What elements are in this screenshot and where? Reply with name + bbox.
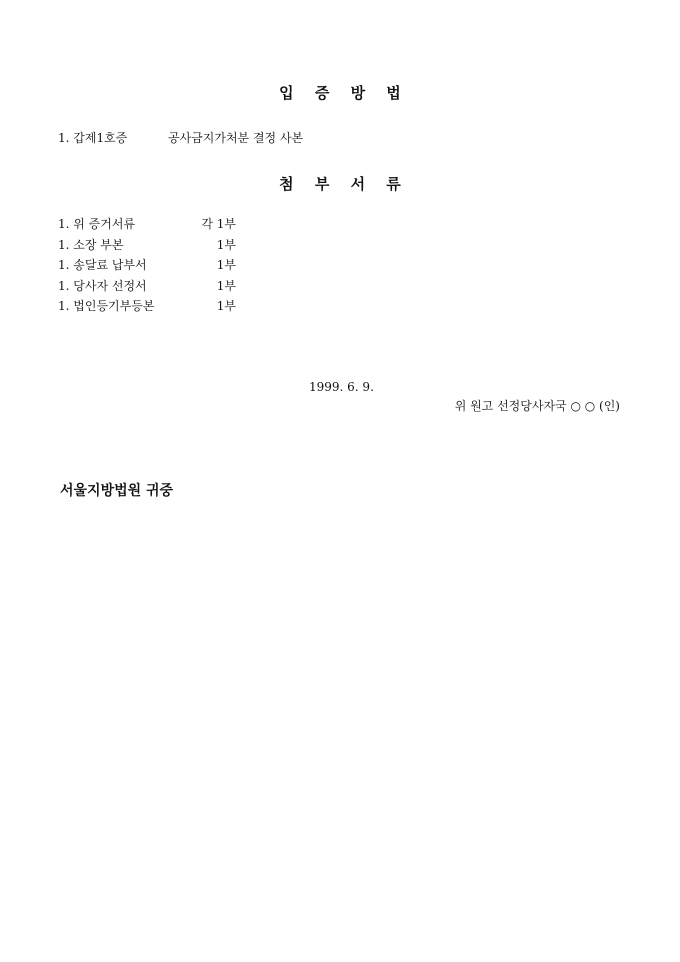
list-item [58,278,236,299]
evidence-item-description: 공사금지가처분 결정 사본 [168,131,304,145]
attachments-list [58,216,236,319]
attachment-name: 1. 당사자 선정서 [58,278,147,293]
attachment-count: 1부 [216,237,236,252]
attachment-name: 1. 소장 부본 [58,237,124,252]
list-item [58,298,236,319]
evidence-method-heading: 입 증 방 법 [279,84,409,102]
list-item [58,216,236,237]
attachment-name: 1. 송달료 납부서 [58,258,147,272]
document-date: 1999. 6. 9. [309,380,374,394]
evidence-item [58,130,303,146]
court-addressee: 서울지방법원 귀중 [60,483,174,499]
attachment-count: 1부 [216,299,236,313]
signer-line: 위 원고 선정당사자국 ○ ○ (인) [454,399,620,413]
attachment-count: 1부 [216,258,236,272]
attachment-name: 1. 위 증거서류 [58,217,136,231]
attachment-count: 1부 [216,278,236,293]
list-item [58,257,236,278]
attachments-heading: 첨 부 서 류 [279,175,409,193]
list-item [58,237,236,258]
attachment-name: 1. 법인등기부등본 [58,299,155,313]
attachment-count: 각 1부 [201,217,236,231]
evidence-item-name: 1. 갑제1호증 [58,131,128,145]
